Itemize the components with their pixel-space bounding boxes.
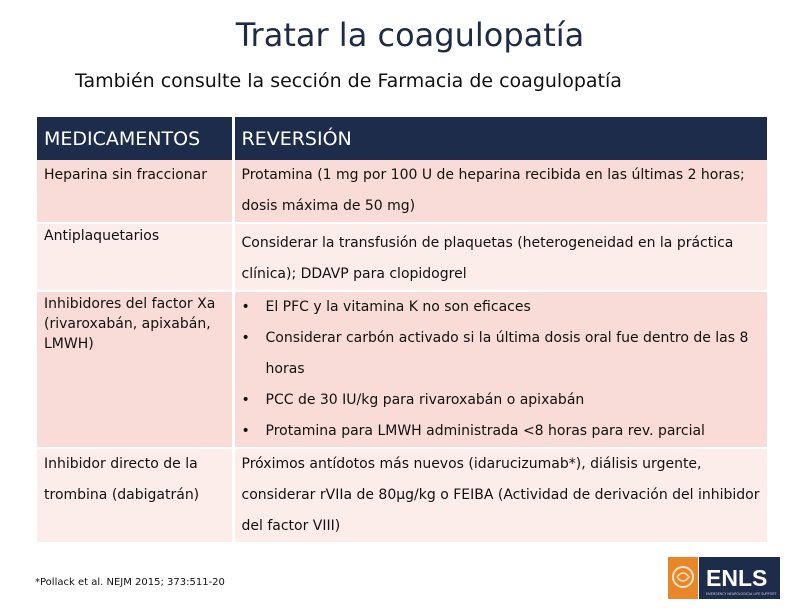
reversal-cell	[233, 291, 767, 448]
bullet-glyph: •	[241, 423, 250, 439]
table-row	[37, 291, 767, 448]
header-reversion: REVERSIÓN	[233, 117, 767, 160]
enls-logo	[668, 557, 780, 599]
drug-cell: Inhibidor directo de la trombina (dabigatrán)	[37, 448, 233, 543]
header-medicamentos: MEDICAMENTOS	[37, 117, 233, 160]
bullet-glyph: •	[241, 299, 250, 315]
reversal-cell: Considerar la transfusión de plaquetas (heterogeneidad en la práctica clínica); DDAVP para clopidogrel	[233, 223, 767, 291]
reversal-cell: Próximos antídotos más nuevos (idarucizumab*), diálisis urgente, considerar rVIIa de 80µg/kg o FEIBA (Actividad de derivación del inhibidor del factor VIII)	[233, 448, 767, 543]
drug-cell: Heparina sin fraccionar	[37, 160, 233, 223]
reversal-table	[37, 117, 767, 544]
bullet-glyph: •	[241, 392, 250, 408]
drug-cell: Inhibidores del factor Xa (rivaroxabán, apixabán, LMWH)	[37, 291, 233, 448]
bullet-glyph: •	[241, 330, 250, 346]
bullet-item	[242, 385, 764, 416]
table-header-row	[37, 117, 767, 160]
reversal-bullet-list	[242, 292, 764, 447]
bullet-text: PCC de 30 IU/kg para rivaroxabán o apixabán	[265, 392, 585, 408]
slide-subtitle: También consulte la sección de Farmacia de coagulopatía	[75, 70, 622, 92]
table-row	[37, 160, 767, 223]
bullet-text: Protamina para LMWH administrada <8 horas para rev. parcial	[265, 423, 705, 439]
citation-footnote: *Pollack et al. NEJM 2015; 373:511-20	[35, 577, 225, 588]
bullet-text: El PFC y la vitamina K no son eficaces	[265, 299, 531, 315]
logo-tagline: EMERGENCY NEUROLOGICAL LIFE SUPPORT	[706, 592, 777, 596]
bullet-item	[242, 323, 764, 385]
bullet-text: Considerar carbón activado si la última dosis oral fue dentro de las 8 horas	[265, 330, 749, 377]
drug-cell: Antiplaquetarios	[37, 223, 233, 291]
slide-title: Tratar la coagulopatía	[235, 16, 585, 54]
table-row	[37, 448, 767, 543]
reversal-cell: Protamina (1 mg por 100 U de heparina recibida en las últimas 2 horas; dosis máxima de 50 mg)	[233, 160, 767, 223]
table-row	[37, 223, 767, 291]
logo-wordmark: ENLS	[706, 565, 768, 591]
bullet-item	[242, 292, 764, 323]
bullet-item	[242, 416, 764, 447]
